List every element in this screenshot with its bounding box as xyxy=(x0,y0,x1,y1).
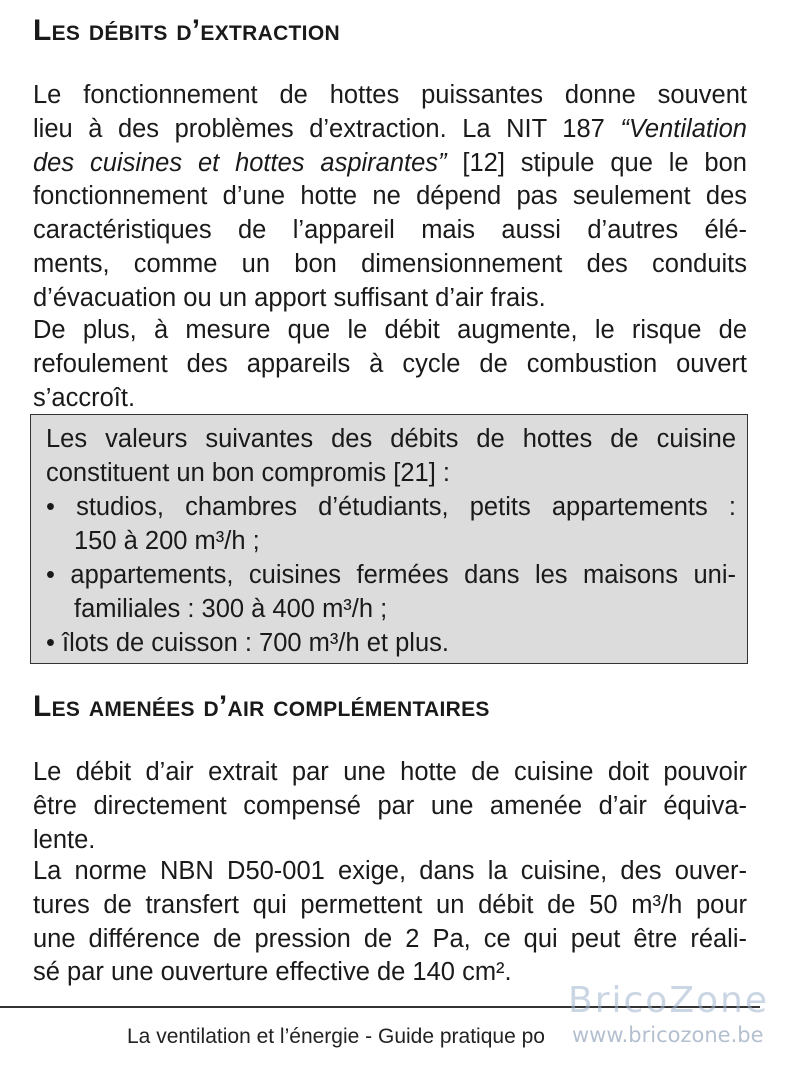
section-heading-extraction: Les débits d’extraction xyxy=(33,14,340,47)
bullet-item-apartments-value: familiales : 300 à 400 m³/h ; xyxy=(74,595,388,623)
text-line: refoulement des appareils à cycle de combustion ouvert xyxy=(33,349,747,378)
section-heading-air-supply: Les amenées d’air complémentaires xyxy=(33,690,490,723)
paragraph-backflow-risk xyxy=(33,314,747,415)
text-line: Le fonctionnement de hottes puissantes donne souvent xyxy=(33,81,747,109)
paragraph-air-compensation xyxy=(33,756,747,857)
text-line: d’évacuation ou un apport suffisant d’air frais. xyxy=(33,283,546,312)
bullet-item-cooking-islands: • îlots de cuisson : 700 m³/h et plus. xyxy=(46,629,449,657)
paragraph-nbn-standard xyxy=(33,855,747,990)
bullet-item-studios-value: 150 à 200 m³/h ; xyxy=(74,527,260,555)
text-line: La norme NBN D50-001 exige, dans la cuisine, des ouver- xyxy=(33,857,747,885)
note-text xyxy=(46,422,736,660)
text-line: fonctionnement d’une hotte ne dépend pas seulement des xyxy=(33,182,747,211)
text-line: De plus, à mesure que le débit augmente, le risque de xyxy=(33,316,747,344)
text-line: tures de transfert qui permettent un débit de 50 m³/h pour xyxy=(33,890,747,919)
note-intro-line: constituent un bon compromis [21] : xyxy=(46,459,450,487)
bricozone-watermark-logo: BricoZone xyxy=(568,980,769,1021)
text-line: s’accroît. xyxy=(33,383,136,412)
nit-title-start: “Ventilation xyxy=(620,114,747,143)
note-intro-line: Les valeurs suivantes des débits de hottes de cuisine xyxy=(46,425,736,453)
bricozone-watermark-url: www.bricozone.be xyxy=(572,1023,764,1047)
bullet-item-apartments: • appartements, cuisines fermées dans les maisons uni- xyxy=(46,561,736,589)
text-line: caractéristiques de l’appareil mais aussi d’autres élé- xyxy=(33,216,747,245)
paragraph-extraction-problems xyxy=(33,79,747,316)
text-line: lieu à des problèmes d’extraction. La NIT 187 “Ventilation xyxy=(33,114,747,143)
text-line: Le débit d’air extrait par une hotte de cuisine doit pouvoir xyxy=(33,758,747,786)
text-line: ments, comme un bon dimensionnement des conduits xyxy=(33,249,747,278)
text-line: être directement compensé par une amenée d’air équiva- xyxy=(33,791,747,820)
nit-title-end: des cuisines et hottes aspirantes” xyxy=(33,148,447,177)
bullet-item-studios: • studios, chambres d’étudiants, petits appartements : xyxy=(46,493,736,521)
text-line: lente. xyxy=(33,825,96,854)
footer-text: La ventilation et l’énergie - Guide pratique po xyxy=(127,1025,545,1048)
text-line: une différence de pression de 2 Pa, ce qui peut être réali- xyxy=(33,924,747,953)
recommended-flow-rates-box xyxy=(30,414,748,664)
text-line: sé par une ouverture effective de 140 cm². xyxy=(33,958,512,987)
reference-tail: [12] stipule que le bon xyxy=(446,148,747,177)
text-line xyxy=(33,147,747,181)
